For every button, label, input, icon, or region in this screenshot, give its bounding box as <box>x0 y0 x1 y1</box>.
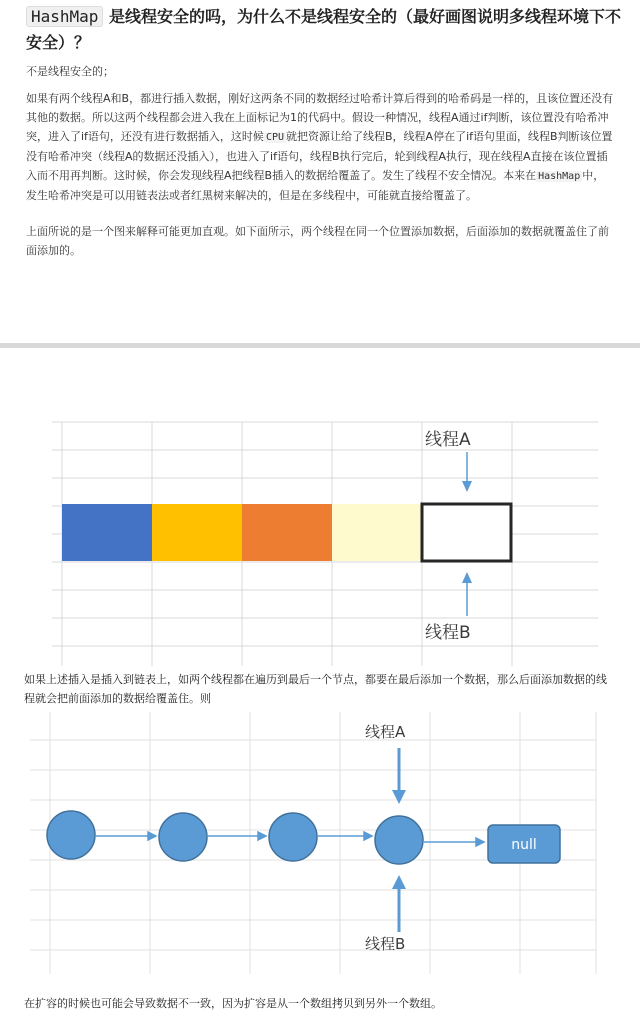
array-overwrite-figure <box>0 348 640 670</box>
array-cell-2 <box>152 504 242 561</box>
title-code: HashMap <box>26 6 103 27</box>
array-cell-3 <box>242 504 332 561</box>
null-label: null <box>511 837 537 853</box>
list-node-3 <box>269 813 317 861</box>
arrow-up-icon <box>392 875 406 932</box>
arrow-down-icon <box>462 452 472 492</box>
list-node-4 <box>375 816 423 864</box>
array-cell-4 <box>332 504 422 561</box>
article-top <box>0 0 640 345</box>
thread-a-label: 线程A <box>425 430 471 450</box>
paragraph-resize: 在扩容的时候也可能会导致数据不一致，因为扩容是从一个数组拷贝到另外一个数组。 <box>24 997 442 1010</box>
array-cell-target <box>422 504 511 561</box>
thread-a-label-2: 线程A <box>365 723 406 741</box>
title-text: 是线程安全的吗，为什么不是线程安全的（最好画图说明多线程环境下不安全）？ <box>26 7 622 52</box>
para1-part-c: 中，发生哈希冲突是可以用链表法或者红黑树来解决的，但是在多线程中，可能就直接给覆盖了。 <box>26 169 605 202</box>
linked-list-figure <box>0 712 640 977</box>
thread-b-label: 线程B <box>425 623 471 643</box>
paragraph-linked-list: 如果上述插入是插入到链表上，如两个线程都在遍历到最后一个节点，都要在最后添加一个数据，那么后面添加数据的线程就会把前面添加的数据给覆盖住。则 <box>24 673 607 705</box>
para1-part-a: 如果有两个线程A和B，都进行插入数据，刚好这两条不同的数据经过哈希计算后得到的哈希码是一样的，且该位置还没有其他的数据。所以这两个线程都会进入我在上面标记为1的代码中。假设一种情况，线程A通过if判断，该位置没有哈希冲突，进入了if语句，还没有进行数据插入，这时候 <box>26 92 614 143</box>
page-title <box>26 4 626 56</box>
paragraph-figure-intro: 上面所说的是一个图来解释可能更加直观。如下面所示，两个线程在同一个位置添加数据，后面添加的数据就覆盖住了前面添加的。 <box>26 225 609 257</box>
arrow-down-icon <box>392 748 406 804</box>
list-node-1 <box>47 811 95 859</box>
inline-code-hashmap: HashMap <box>538 171 581 182</box>
array-cell-1 <box>62 504 152 561</box>
thread-b-label-2: 线程B <box>365 935 406 953</box>
answer-text: 不是线程安全的； <box>26 65 114 78</box>
inline-code-cpu: CPU <box>265 132 284 143</box>
list-node-2 <box>159 813 207 861</box>
arrow-up-icon <box>462 572 472 616</box>
paragraph-explanation <box>26 89 614 205</box>
para1-part-b: 就把资源让给了线程B，线程A停在了if语句里面，线程B判断该位置没有哈希冲突（线程A的数据还没插入），也进入了if语句，线程B执行完后，轮到线程A执行，现在线程A直接在该位置插入而不用再判断。这时候，你会发现线程A把线程B插入的数据给覆盖了。发生了线程不安全情况。本来在 <box>26 130 613 182</box>
